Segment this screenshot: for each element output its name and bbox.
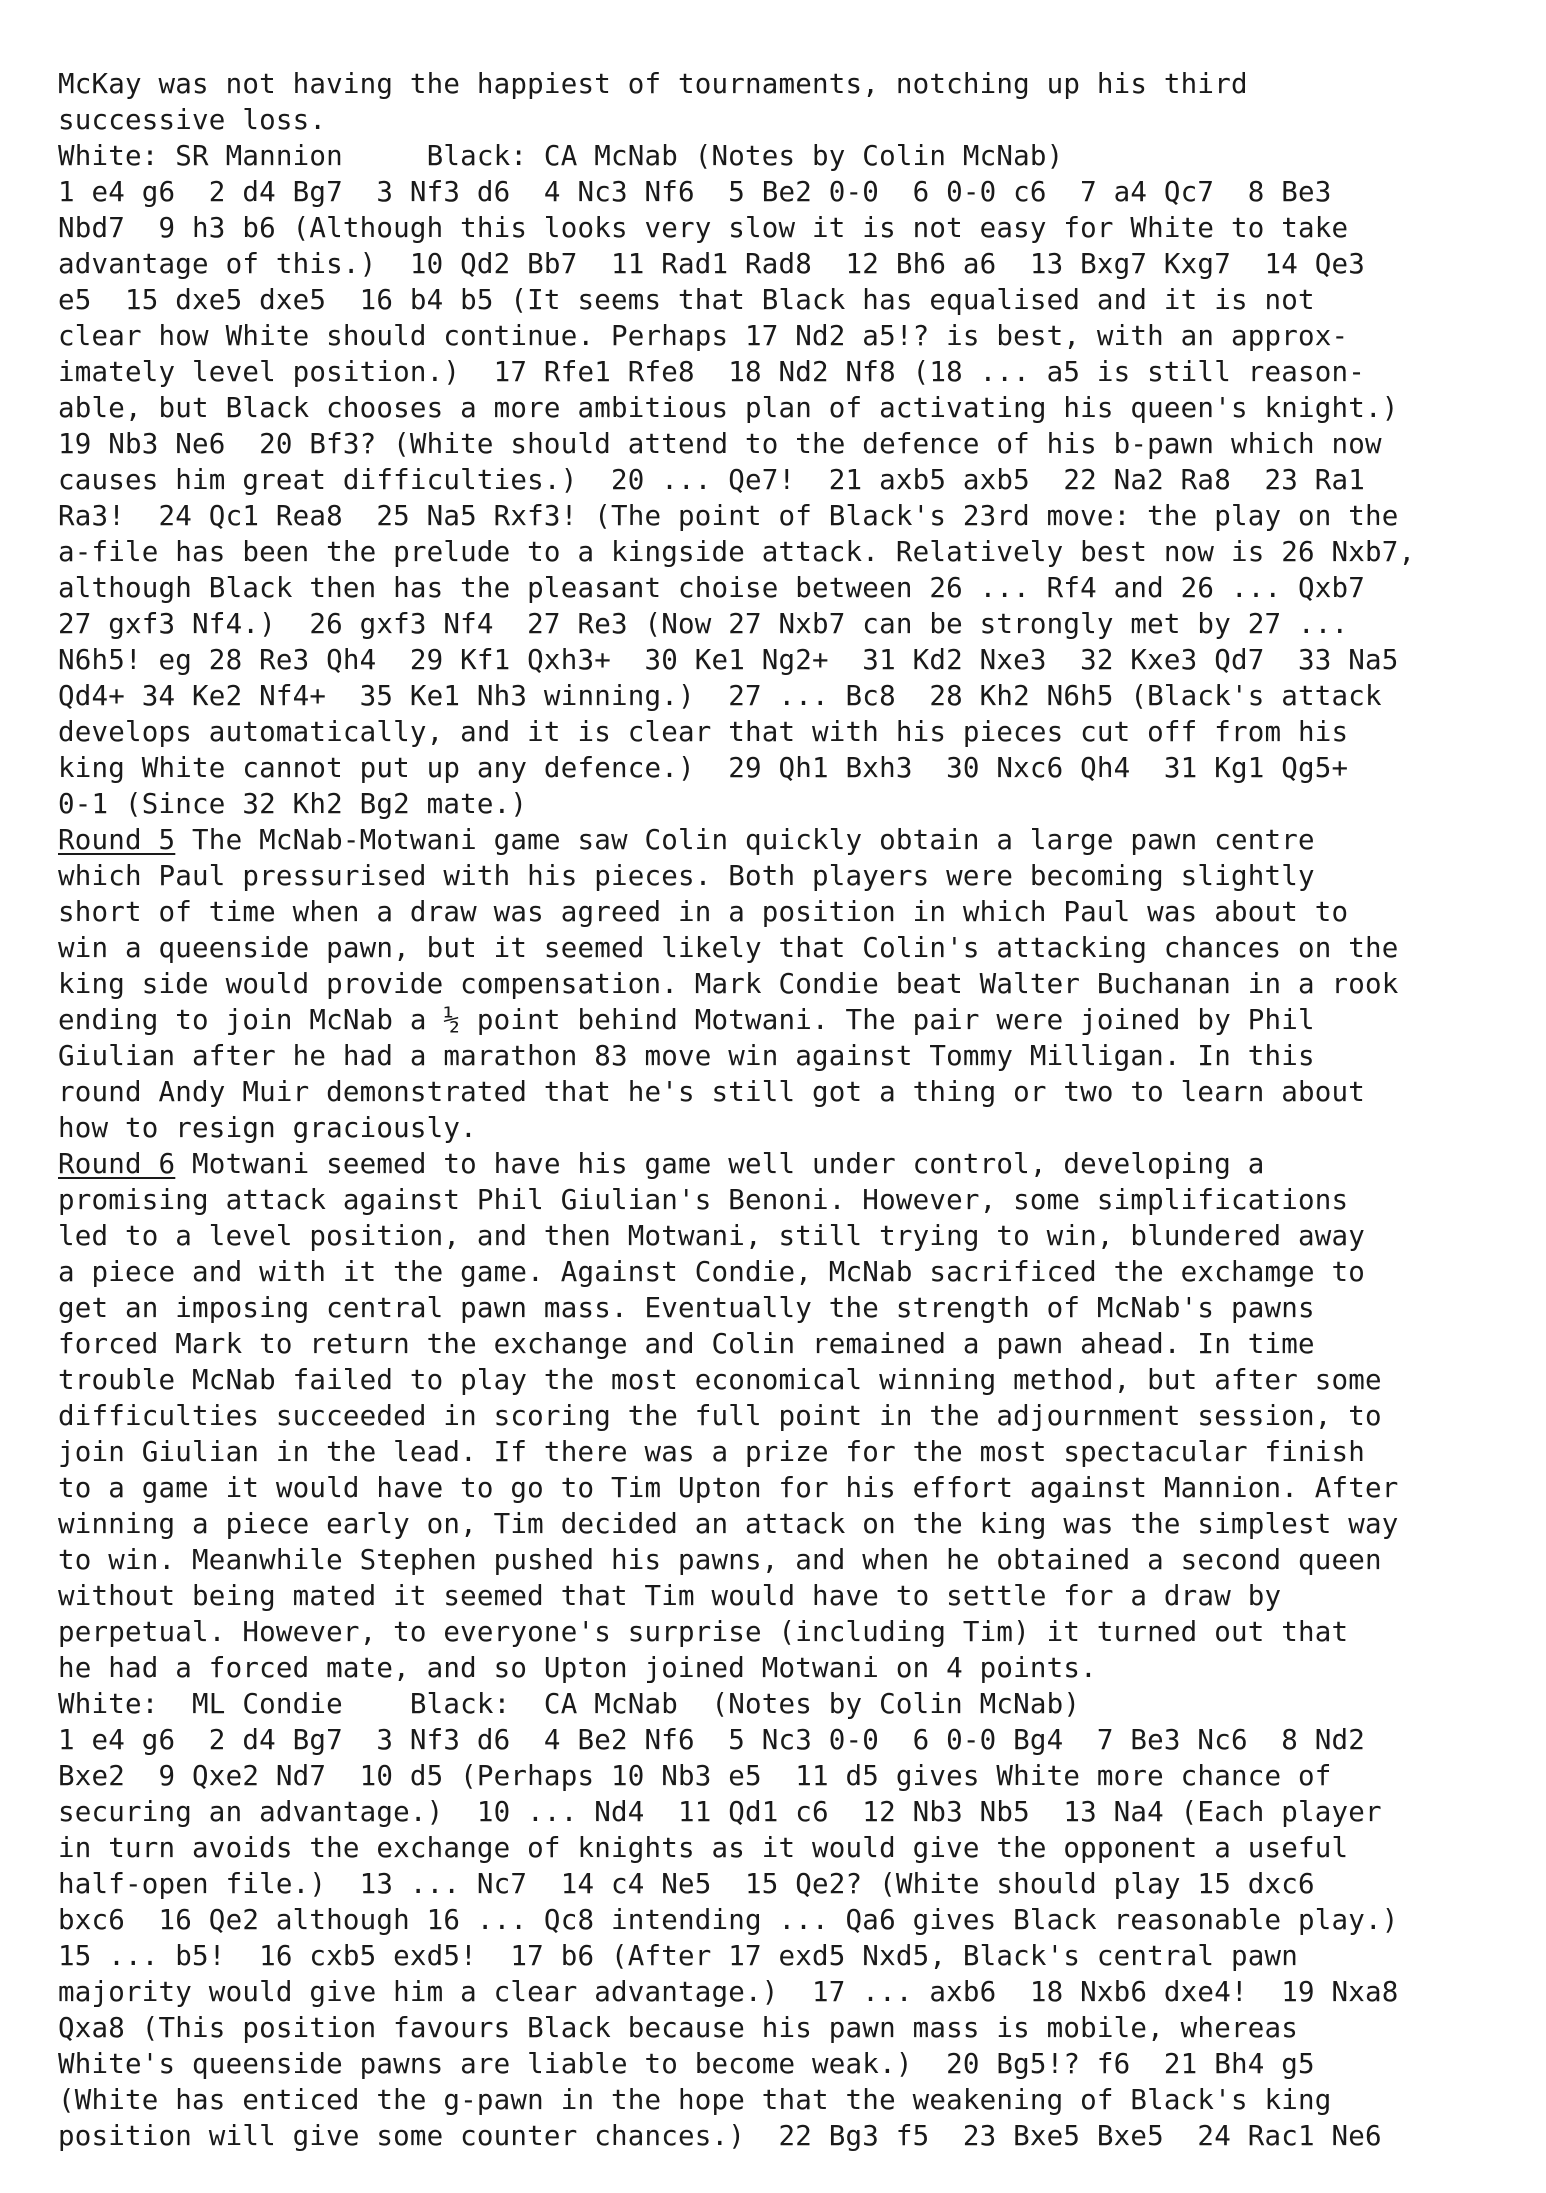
game-1-text-line: 0-1 (Since 32 Kh2 Bg2 mate.) bbox=[58, 788, 528, 820]
game-1-text-line: develops automatically, and it is clear that with his pieces cut off from his bbox=[58, 716, 1349, 748]
game-1-text-line: Qd4+ 34 Ke2 Nf4+ 35 Ke1 Nh3 winning.) 27 ... Bc8 28 Kh2 N6h5 (Black's attack bbox=[58, 680, 1382, 712]
document-page bbox=[58, 66, 1488, 2154]
game-2-text-line: in turn avoids the exchange of knights as it would give the opponent a useful bbox=[58, 1832, 1349, 1864]
round-5-text-line: how to resign graciously. bbox=[58, 1112, 477, 1144]
game-1-text-line: N6h5! eg 28 Re3 Qh4 29 Kf1 Qxh3+ 30 Ke1 Ng2+ 31 Kd2 Nxe3 32 Kxe3 Qd7 33 Na5 bbox=[58, 644, 1399, 676]
round-6-text-line: led to a level position, and then Motwani, still trying to win, blundered away bbox=[58, 1220, 1365, 1252]
round-5-text-line: king side would provide compensation. Mark Condie beat Walter Buchanan in a rook bbox=[58, 968, 1399, 1000]
round-6-text-line: get an imposing central pawn mass. Eventually the strength of McNab's pawns bbox=[58, 1292, 1315, 1324]
round-5-text-line: Giulian after he had a marathon 83 move win against Tommy Milligan. In this bbox=[58, 1040, 1315, 1072]
round-5-text-line: ending to join McNab a ½ point behind Motwani. The pair were joined by Phil bbox=[58, 1004, 1315, 1036]
game-1-text-line: king White cannot put up any defence.) 29 Qh1 Bxh3 30 Nxc6 Qh4 31 Kg1 Qg5+ bbox=[58, 752, 1349, 784]
game-2-text-line: Bxe2 9 Qxe2 Nd7 10 d5 (Perhaps 10 Nb3 e5 11 d5 gives White more chance of bbox=[58, 1760, 1332, 1792]
game-2-text-line: 15 ... b5! 16 cxb5 exd5! 17 b6 (After 17 exd5 Nxd5, Black's central pawn bbox=[58, 1940, 1298, 1972]
round-5-text-line: short of time when a draw was agreed in a position in which Paul was about to bbox=[58, 896, 1349, 928]
game-annotation-mannion-mcnab bbox=[58, 66, 1488, 822]
game-1-text-line: White: SR Mannion Black: CA McNab (Notes by Colin McNab) bbox=[58, 140, 1064, 172]
game-2-text-line: majority would give him a clear advantage.) 17 ... axb6 18 Nxb6 dxe4! 19 Nxa8 bbox=[58, 1976, 1399, 2008]
game-1-text-line: 27 gxf3 Nf4.) 26 gxf3 Nf4 27 Re3 (Now 27 Nxb7 can be strongly met by 27 ... bbox=[58, 608, 1349, 640]
round-5-text-line: win a queenside pawn, but it seemed likely that Colin's attacking chances on the bbox=[58, 932, 1399, 964]
round-5-first-line-text: The McNab-Motwani game saw Colin quickly obtain a large pawn centre bbox=[175, 824, 1315, 856]
round-5-heading: Round 5 bbox=[58, 824, 176, 856]
round-6-paragraph-first-line bbox=[58, 1146, 1488, 1182]
game-2-text-line: half-open file.) 13 ... Nc7 14 c4 Ne5 15 Qe2? (White should play 15 dxc6 bbox=[58, 1868, 1315, 1900]
game-2-text-line: (White has enticed the g-pawn in the hope that the weakening of Black's king bbox=[58, 2084, 1332, 2116]
round-6-text-line: a piece and with it the game. Against Condie, McNab sacrificed the exchamge to bbox=[58, 1256, 1365, 1288]
game-1-text-line: Nbd7 9 h3 b6 (Although this looks very slow it is not easy for White to take bbox=[58, 212, 1349, 244]
game-2-text-line: securing an advantage.) 10 ... Nd4 11 Qd1 c6 12 Nb3 Nb5 13 Na4 (Each player bbox=[58, 1796, 1382, 1828]
round-5-paragraph bbox=[58, 858, 1488, 1146]
round-6-heading: Round 6 bbox=[58, 1148, 176, 1180]
game-1-text-line: causes him great difficulties.) 20 ... Qe7! 21 axb5 axb5 22 Na2 Ra8 23 Ra1 bbox=[58, 464, 1365, 496]
round-6-text-line: join Giulian in the lead. If there was a prize for the most spectacular finish bbox=[58, 1436, 1365, 1468]
round-6-text-line: difficulties succeeded in scoring the full point in the adjournment session, to bbox=[58, 1400, 1382, 1432]
game-annotation-condie-mcnab bbox=[58, 1686, 1488, 2154]
round-6-text-line: without being mated it seemed that Tim would have to settle for a draw by bbox=[58, 1580, 1282, 1612]
round-5-text-line: which Paul pressurised with his pieces. Both players were becoming slightly bbox=[58, 860, 1315, 892]
game-1-text-line: 1 e4 g6 2 d4 Bg7 3 Nf3 d6 4 Nc3 Nf6 5 Be2 0-0 6 0-0 c6 7 a4 Qc7 8 Be3 bbox=[58, 176, 1332, 208]
round-6-text-line: winning a piece early on, Tim decided an attack on the king was the simplest way bbox=[58, 1508, 1399, 1540]
game-2-text-line: Qxa8 (This position favours Black because his pawn mass is mobile, whereas bbox=[58, 2012, 1298, 2044]
game-1-text-line: successive loss. bbox=[58, 104, 327, 136]
game-1-text-line: although Black then has the pleasant choise between 26 ... Rf4 and 26 ... Qxb7 bbox=[58, 572, 1365, 604]
game-1-text-line: clear how White should continue. Perhaps 17 Nd2 a5!? is best, with an approx- bbox=[58, 320, 1349, 352]
game-1-text-line: 19 Nb3 Ne6 20 Bf3? (White should attend to the defence of his b-pawn which now bbox=[58, 428, 1382, 460]
game-2-text-line: White's queenside pawns are liable to become weak.) 20 Bg5!? f6 21 Bh4 g5 bbox=[58, 2048, 1315, 2080]
game-2-text-line: bxc6 16 Qe2 although 16 ... Qc8 intending ... Qa6 gives Black reasonable play.) bbox=[58, 1904, 1399, 1936]
game-1-text-line: able, but Black chooses a more ambitious plan of activating his queen's knight.) bbox=[58, 392, 1399, 424]
round-6-text-line: forced Mark to return the exchange and Colin remained a pawn ahead. In time bbox=[58, 1328, 1315, 1360]
game-1-text-line: a-file has been the prelude to a kingside attack. Relatively best now is 26 Nxb7, bbox=[58, 536, 1416, 568]
round-6-text-line: he had a forced mate, and so Upton joined Motwani on 4 points. bbox=[58, 1652, 1097, 1684]
round-6-first-line-text: Motwani seemed to have his game well under control, developing a bbox=[175, 1148, 1265, 1180]
round-6-text-line: to a game it would have to go to Tim Upton for his effort against Mannion. After bbox=[58, 1472, 1399, 1504]
game-2-text-line: position will give some counter chances.) 22 Bg3 f5 23 Bxe5 Bxe5 24 Rac1 Ne6 bbox=[58, 2120, 1382, 2152]
round-6-paragraph bbox=[58, 1182, 1488, 1686]
round-6-text-line: to win. Meanwhile Stephen pushed his pawns, and when he obtained a second queen bbox=[58, 1544, 1382, 1576]
game-1-text-line: McKay was not having the happiest of tournaments, notching up his third bbox=[58, 68, 1248, 100]
round-5-paragraph-first-line bbox=[58, 822, 1488, 858]
round-6-text-line: perpetual. However, to everyone's surprise (including Tim) it turned out that bbox=[58, 1616, 1349, 1648]
game-1-text-line: Ra3! 24 Qc1 Rea8 25 Na5 Rxf3! (The point of Black's 23rd move: the play on the bbox=[58, 500, 1399, 532]
game-1-text-line: advantage of this.) 10 Qd2 Bb7 11 Rad1 Rad8 12 Bh6 a6 13 Bxg7 Kxg7 14 Qe3 bbox=[58, 248, 1365, 280]
round-6-text-line: trouble McNab failed to play the most economical winning method, but after some bbox=[58, 1364, 1382, 1396]
game-1-text-line: imately level position.) 17 Rfe1 Rfe8 18 Nd2 Nf8 (18 ... a5 is still reason- bbox=[58, 356, 1365, 388]
round-6-text-line: promising attack against Phil Giulian's Benoni. However, some simplifications bbox=[58, 1184, 1349, 1216]
round-5-text-line: round Andy Muir demonstrated that he's still got a thing or two to learn about bbox=[58, 1076, 1365, 1108]
game-2-text-line: White: ML Condie Black: CA McNab (Notes by Colin McNab) bbox=[58, 1688, 1081, 1720]
game-1-text-line: e5 15 dxe5 dxe5 16 b4 b5 (It seems that Black has equalised and it is not bbox=[58, 284, 1315, 316]
game-2-text-line: 1 e4 g6 2 d4 Bg7 3 Nf3 d6 4 Be2 Nf6 5 Nc3 0-0 6 0-0 Bg4 7 Be3 Nc6 8 Nd2 bbox=[58, 1724, 1365, 1756]
